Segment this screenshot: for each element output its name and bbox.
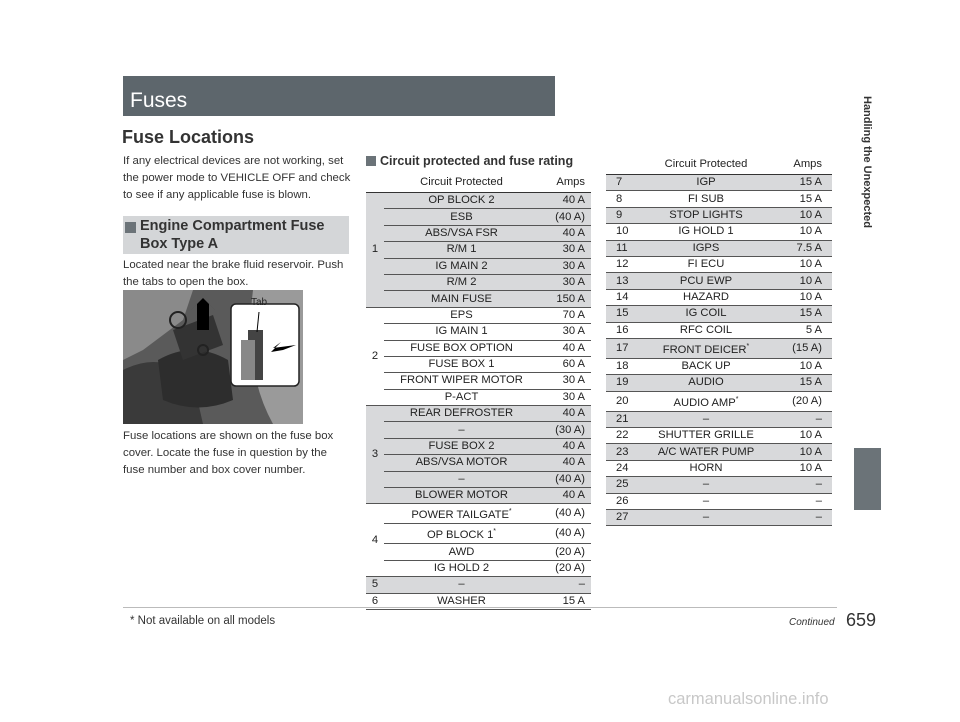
cover-paragraph: Fuse locations are shown on the fuse box cover. Locate the fuse in question by the fuse number and box cover number. bbox=[123, 430, 334, 476]
engine-bay-illustration bbox=[123, 290, 303, 424]
circuit-name-text: P-ACT bbox=[444, 390, 479, 403]
circuit-name-text: IGP bbox=[696, 176, 716, 189]
circuit-name-text: PCU EWP bbox=[679, 274, 733, 287]
table-row bbox=[606, 273, 832, 289]
header-amps: Amps bbox=[776, 155, 832, 175]
amp-rating: 10 A bbox=[776, 428, 832, 444]
table-row bbox=[606, 322, 832, 338]
circuit-name bbox=[384, 544, 539, 560]
table-row bbox=[366, 307, 591, 323]
circuit-name-text: POWER TAILGATE bbox=[411, 509, 509, 522]
fuse-number: 18 bbox=[606, 358, 636, 374]
header-number bbox=[366, 173, 384, 193]
amp-rating: 40 A bbox=[539, 488, 591, 504]
footnote-mark: * bbox=[508, 508, 512, 516]
circuit-name-text: ABS/VSA MOTOR bbox=[415, 456, 508, 469]
watermark: carmanualsonline.info bbox=[668, 690, 829, 708]
circuit-name-text: AUDIO AMP bbox=[673, 396, 736, 409]
circuit-name bbox=[636, 391, 776, 411]
fuse-number: 23 bbox=[606, 444, 636, 460]
header-amps: Amps bbox=[539, 173, 591, 193]
footnote-mark: * bbox=[735, 395, 739, 403]
circuit-name bbox=[384, 422, 539, 438]
fuse-number: 16 bbox=[606, 322, 636, 338]
circuit-name bbox=[636, 460, 776, 476]
table-row bbox=[366, 209, 591, 225]
fuse-number: 17 bbox=[606, 338, 636, 358]
fuse-number: 1 bbox=[366, 193, 384, 308]
amp-rating: 10 A bbox=[776, 256, 832, 272]
table-row bbox=[606, 224, 832, 240]
fuse-number: 26 bbox=[606, 493, 636, 509]
fuse-number: 25 bbox=[606, 477, 636, 493]
circuit-name bbox=[636, 322, 776, 338]
table-row bbox=[606, 375, 832, 391]
circuit-name-text: – bbox=[702, 511, 710, 524]
table-row bbox=[366, 422, 591, 438]
amp-rating: (20 A) bbox=[539, 544, 591, 560]
circuit-name bbox=[384, 193, 539, 209]
amp-rating: 15 A bbox=[776, 375, 832, 391]
subsection-heading bbox=[123, 216, 349, 254]
amp-rating: 10 A bbox=[776, 224, 832, 240]
table-row bbox=[366, 193, 591, 209]
circuit-name-text: IG HOLD 1 bbox=[678, 225, 734, 238]
table-row bbox=[606, 191, 832, 207]
fuse-number: 6 bbox=[366, 593, 384, 609]
circuit-name-text: FUSE BOX 1 bbox=[428, 358, 495, 371]
circuit-name bbox=[636, 493, 776, 509]
table-row bbox=[366, 471, 591, 487]
footnote-mark: * bbox=[493, 528, 497, 536]
circuit-name bbox=[636, 175, 776, 191]
circuit-name-text: OP BLOCK 2 bbox=[428, 194, 495, 207]
circuit-name-text: – bbox=[702, 494, 710, 507]
circuit-name-text: MAIN FUSE bbox=[431, 292, 492, 305]
amp-rating: 40 A bbox=[539, 438, 591, 454]
circuit-name-text: FI ECU bbox=[687, 258, 725, 271]
circuit-name bbox=[384, 560, 539, 576]
fuse-number: 13 bbox=[606, 273, 636, 289]
amp-rating: (40 A) bbox=[539, 524, 591, 544]
circuit-name bbox=[636, 411, 776, 427]
amp-rating: (40 A) bbox=[539, 209, 591, 225]
circuit-name bbox=[384, 389, 539, 405]
amp-rating: 40 A bbox=[539, 455, 591, 471]
circuit-name-text: IG MAIN 1 bbox=[435, 325, 488, 338]
table-row bbox=[366, 258, 591, 274]
circuit-name-text: OP BLOCK 1 bbox=[426, 529, 494, 542]
table-row bbox=[366, 225, 591, 241]
amp-rating: 30 A bbox=[539, 242, 591, 258]
fuse-number: 19 bbox=[606, 375, 636, 391]
circuit-name bbox=[384, 471, 539, 487]
circuit-name bbox=[384, 209, 539, 225]
location-paragraph: Located near the brake fluid reservoir. Push the tabs to open the box. bbox=[123, 259, 344, 288]
circuit-name bbox=[384, 242, 539, 258]
fuse-number: 3 bbox=[366, 406, 384, 504]
amp-rating: 30 A bbox=[539, 324, 591, 340]
table-row bbox=[606, 240, 832, 256]
amp-rating: – bbox=[776, 493, 832, 509]
circuit-name-text: BLOWER MOTOR bbox=[414, 489, 509, 502]
circuit-name bbox=[384, 258, 539, 274]
table-caption bbox=[366, 154, 573, 168]
circuit-name bbox=[636, 375, 776, 391]
circuit-name bbox=[384, 291, 539, 307]
circuit-name bbox=[384, 488, 539, 504]
circuit-name-text: REAR DEFROSTER bbox=[409, 407, 514, 420]
circuit-name-text: ESB bbox=[450, 210, 473, 223]
amp-rating: 10 A bbox=[776, 289, 832, 305]
circuit-name-text: IGPS bbox=[692, 241, 720, 254]
table-row bbox=[606, 444, 832, 460]
table-row bbox=[366, 356, 591, 372]
table-row bbox=[366, 455, 591, 471]
fuse-number: 20 bbox=[606, 391, 636, 411]
circuit-name bbox=[384, 225, 539, 241]
square-bullet-icon bbox=[366, 156, 376, 166]
header-circuit: Circuit Protected bbox=[636, 155, 776, 175]
table-row bbox=[366, 291, 591, 307]
circuit-name bbox=[384, 406, 539, 422]
fuse-number: 10 bbox=[606, 224, 636, 240]
fuse-number: 22 bbox=[606, 428, 636, 444]
circuit-name bbox=[636, 273, 776, 289]
fuse-number: 15 bbox=[606, 306, 636, 322]
circuit-name-text: FUSE BOX 2 bbox=[428, 440, 495, 453]
footer-divider bbox=[123, 607, 837, 608]
circuit-name bbox=[384, 577, 539, 593]
circuit-name-text: – bbox=[458, 578, 465, 591]
amp-rating: 70 A bbox=[539, 307, 591, 323]
square-bullet-icon bbox=[125, 222, 136, 233]
fuse-number: 7 bbox=[606, 175, 636, 191]
circuit-name-text: – bbox=[458, 472, 465, 485]
amp-rating: – bbox=[776, 477, 832, 493]
table-row bbox=[366, 577, 591, 593]
circuit-name bbox=[384, 340, 539, 356]
footnote-mark: * bbox=[746, 342, 750, 350]
sidebar-label: Handling the Unexpected bbox=[861, 96, 873, 229]
section-tab bbox=[854, 448, 881, 510]
header-number bbox=[606, 155, 636, 175]
table-row bbox=[366, 406, 591, 422]
circuit-name bbox=[384, 324, 539, 340]
amp-rating: 15 A bbox=[776, 306, 832, 322]
circuit-name-text: IG COIL bbox=[685, 307, 727, 320]
table-caption-text: Circuit protected and fuse rating bbox=[380, 154, 574, 168]
circuit-name bbox=[636, 428, 776, 444]
table-row bbox=[606, 391, 832, 411]
circuit-name-text: STOP LIGHTS bbox=[669, 208, 743, 221]
circuit-name-text: FRONT WIPER MOTOR bbox=[400, 374, 523, 387]
table-row bbox=[606, 256, 832, 272]
circuit-name bbox=[636, 207, 776, 223]
circuit-name bbox=[636, 338, 776, 358]
circuit-name-text: IG MAIN 2 bbox=[435, 259, 488, 272]
fuse-number: 8 bbox=[606, 191, 636, 207]
circuit-name bbox=[384, 356, 539, 372]
amp-rating: (15 A) bbox=[776, 338, 832, 358]
table-row bbox=[366, 324, 591, 340]
fuse-number: 2 bbox=[366, 307, 384, 405]
amp-rating: 40 A bbox=[539, 406, 591, 422]
amp-rating: (20 A) bbox=[539, 560, 591, 576]
circuit-name-text: AUDIO bbox=[688, 376, 724, 389]
table-row bbox=[606, 510, 832, 526]
fuse-table-2 bbox=[606, 155, 832, 526]
circuit-name bbox=[384, 504, 539, 524]
table-row bbox=[366, 504, 591, 524]
footnote: * Not available on all models bbox=[130, 615, 276, 627]
circuit-name bbox=[636, 289, 776, 305]
circuit-name bbox=[636, 224, 776, 240]
fuse-number: 11 bbox=[606, 240, 636, 256]
circuit-name-text: FRONT DEICER bbox=[662, 343, 747, 356]
tab-callout-label: Tab bbox=[251, 297, 268, 308]
circuit-name bbox=[636, 477, 776, 493]
circuit-name bbox=[384, 307, 539, 323]
circuit-name-text: FUSE BOX OPTION bbox=[410, 341, 513, 354]
amp-rating: 7.5 A bbox=[776, 240, 832, 256]
circuit-name-text: HORN bbox=[689, 462, 723, 475]
table-row bbox=[366, 389, 591, 405]
amp-rating: 10 A bbox=[776, 460, 832, 476]
fuse-box-photo bbox=[123, 290, 303, 424]
circuit-name-text: – bbox=[702, 412, 710, 425]
circuit-name bbox=[636, 358, 776, 374]
amp-rating: 40 A bbox=[539, 193, 591, 209]
amp-rating: 40 A bbox=[539, 340, 591, 356]
circuit-name-text: RFC COIL bbox=[679, 323, 733, 336]
fuse-number: 21 bbox=[606, 411, 636, 427]
amp-rating: – bbox=[539, 577, 591, 593]
fuse-number: 9 bbox=[606, 207, 636, 223]
circuit-name-text: R/M 2 bbox=[446, 276, 477, 289]
fuse-number: 24 bbox=[606, 460, 636, 476]
circuit-name bbox=[636, 191, 776, 207]
amp-rating: (40 A) bbox=[539, 471, 591, 487]
amp-rating: 15 A bbox=[539, 593, 591, 609]
circuit-name-text: R/M 1 bbox=[446, 243, 477, 256]
subsection-title: Engine Compartment Fuse Box Type A bbox=[140, 218, 325, 252]
amp-rating: 30 A bbox=[539, 373, 591, 389]
circuit-name-text: BACK UP bbox=[681, 360, 731, 373]
amp-rating: 10 A bbox=[776, 273, 832, 289]
circuit-name bbox=[384, 373, 539, 389]
table-row bbox=[606, 207, 832, 223]
circuit-name-text: AWD bbox=[448, 545, 475, 558]
table-row bbox=[366, 340, 591, 356]
amp-rating: 10 A bbox=[776, 444, 832, 460]
table-row bbox=[606, 358, 832, 374]
amp-rating: (40 A) bbox=[539, 504, 591, 524]
circuit-name-text: WASHER bbox=[437, 594, 486, 607]
circuit-name-text: A/C WATER PUMP bbox=[657, 445, 755, 458]
circuit-name-text: ABS/VSA FSR bbox=[425, 226, 498, 239]
page-number: 659 bbox=[846, 610, 877, 630]
amp-rating: 10 A bbox=[776, 358, 832, 374]
fuse-number: 5 bbox=[366, 577, 384, 593]
table-row bbox=[606, 428, 832, 444]
circuit-name-text: EPS bbox=[450, 308, 473, 321]
section-banner bbox=[123, 76, 555, 116]
table-row bbox=[366, 373, 591, 389]
table-row bbox=[606, 477, 832, 493]
amp-rating: – bbox=[776, 510, 832, 526]
circuit-name-text: HAZARD bbox=[683, 290, 729, 303]
circuit-name-text: – bbox=[702, 478, 710, 491]
circuit-name-text: – bbox=[458, 423, 465, 436]
amp-rating: 60 A bbox=[539, 356, 591, 372]
amp-rating: – bbox=[776, 411, 832, 427]
table-row bbox=[366, 438, 591, 454]
table-row bbox=[366, 488, 591, 504]
table-row bbox=[606, 306, 832, 322]
fuse-table-1 bbox=[366, 173, 591, 610]
amp-rating: (20 A) bbox=[776, 391, 832, 411]
amp-rating: 10 A bbox=[776, 207, 832, 223]
amp-rating: 30 A bbox=[539, 274, 591, 290]
circuit-name-text: SHUTTER GRILLE bbox=[658, 429, 754, 442]
continued-label: Continued bbox=[789, 617, 835, 628]
amp-rating: 150 A bbox=[539, 291, 591, 307]
table-row bbox=[606, 460, 832, 476]
table-row bbox=[606, 411, 832, 427]
fuse-number: 14 bbox=[606, 289, 636, 305]
circuit-name bbox=[384, 524, 539, 544]
circuit-name bbox=[636, 444, 776, 460]
banner-title: Fuses bbox=[130, 89, 188, 112]
circuit-name bbox=[636, 240, 776, 256]
circuit-name-text: IG HOLD 2 bbox=[433, 562, 490, 574]
circuit-name bbox=[636, 256, 776, 272]
amp-rating: 15 A bbox=[776, 175, 832, 191]
circuit-name bbox=[636, 306, 776, 322]
circuit-name bbox=[636, 510, 776, 526]
table-row bbox=[606, 175, 832, 191]
amp-rating: 15 A bbox=[776, 191, 832, 207]
fuse-number: 12 bbox=[606, 256, 636, 272]
table-row bbox=[366, 560, 591, 576]
circuit-name bbox=[384, 274, 539, 290]
fuse-number: 27 bbox=[606, 510, 636, 526]
amp-rating: 30 A bbox=[539, 258, 591, 274]
page-title: Fuse Locations bbox=[122, 127, 255, 147]
amp-rating: (30 A) bbox=[539, 422, 591, 438]
header-circuit: Circuit Protected bbox=[384, 173, 539, 193]
table-row bbox=[606, 493, 832, 509]
table-row bbox=[366, 544, 591, 560]
amp-rating: 5 A bbox=[776, 322, 832, 338]
table-row bbox=[606, 289, 832, 305]
amp-rating: 40 A bbox=[539, 225, 591, 241]
circuit-name bbox=[384, 455, 539, 471]
table-row bbox=[366, 242, 591, 258]
table-row bbox=[366, 524, 591, 544]
table-row bbox=[606, 338, 832, 358]
amp-rating: 30 A bbox=[539, 389, 591, 405]
fuse-number: 4 bbox=[366, 504, 384, 577]
circuit-name-text: FI SUB bbox=[687, 192, 725, 205]
intro-paragraph: If any electrical devices are not working, set the power mode to VEHICLE OFF and check to see if any applicable fuse is blown. bbox=[123, 155, 351, 201]
table-row bbox=[366, 274, 591, 290]
circuit-name bbox=[384, 438, 539, 454]
